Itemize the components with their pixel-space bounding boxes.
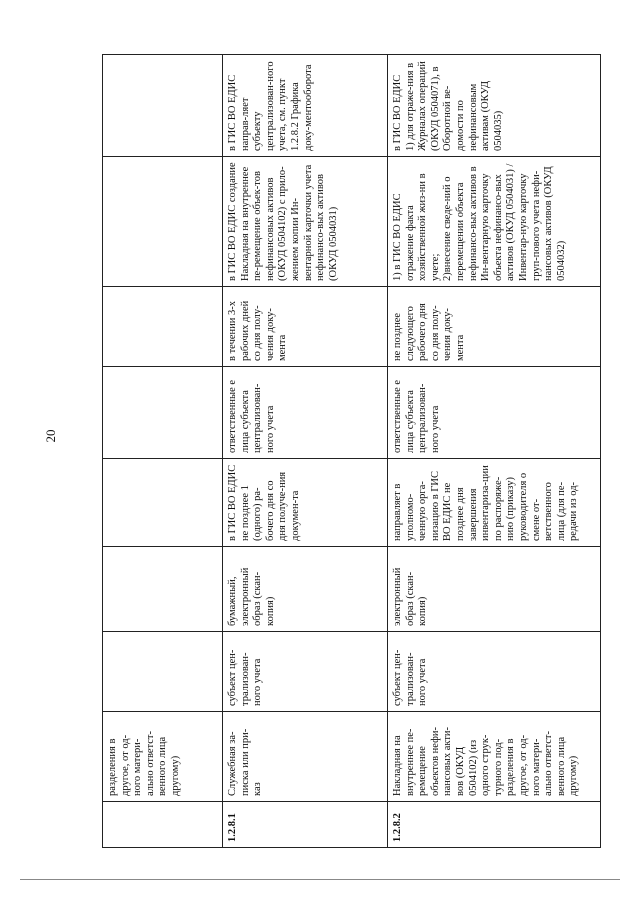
row-number: 1.2.8.1 xyxy=(223,802,388,848)
deadline-transfer-cell: в течении 3-х рабочих дней со дня полу-чения доку-мента xyxy=(223,287,388,367)
actions-cell: 1) в ГИС ВО ЕДИС отражение факта хозяйственной жиз-ни в учете; 2)внесение сведе-ний о перемещении объекта нефинансо-вых активов в Ин-вентарную карточку объекта нефинансо-вых активов (ОКУД 0504031) /Инвентар-ную карточку груп-пового учета нефи-нансовых активов (ОКУД 0504032) xyxy=(388,157,601,287)
signers-cell: ответственные е лица субъекта централизован-ного учета xyxy=(388,367,601,459)
table-row xyxy=(103,55,223,848)
document-name-cell: Служебная за-писка или при-каз xyxy=(223,712,388,802)
signers-cell xyxy=(103,367,223,459)
result-cell: в ГИС ВО ЕДИС направ-ляет субъекту централизован-ного учета, см. пункт 1.2.8.2 Графика доку-ментооборота xyxy=(223,55,388,157)
deadline-create-cell xyxy=(103,459,223,547)
document-name-cell: разделения в другое, от од-ного матери-ально ответст-венного лица другому) xyxy=(103,712,223,802)
format-cell: электронный образ (скан-копия) xyxy=(388,547,601,632)
responsible-creator-cell xyxy=(103,632,223,712)
deadline-transfer-cell: не позднее следующего рабочего дня со дня полу-чения доку-мента xyxy=(388,287,601,367)
signers-cell: ответственные е лица субъекта централизован-ного учета xyxy=(223,367,388,459)
result-cell xyxy=(103,55,223,157)
deadline-create-cell: направляет в уполномо-ченную орга-низацию в ГИС ВО ЕДИС не позднее дня завершения инвентариза-ции по распоряже-нию (приказу) руководителя о смене от-ветственного лица (для пе-редачи из од- xyxy=(388,459,601,547)
deadline-create-cell: в ГИС ВО ЕДИС не позднее 1 (одного) ра-бочего дня со дня получе-ния докумен-та xyxy=(223,459,388,547)
responsible-creator-cell: субъект цен-трализован-ного учета xyxy=(388,632,601,712)
format-cell: бумажный, электронный образ (скан-копия) xyxy=(223,547,388,632)
row-number xyxy=(103,802,223,848)
actions-cell xyxy=(103,157,223,287)
table-row xyxy=(388,55,601,848)
deadline-transfer-cell xyxy=(103,287,223,367)
document-name-cell: Накладная на внутреннее пе-ремещение объектов нефи-нансовых акти-вов (ОКУД 0504102) (из одного струк-турного под-разделения в другое, от од-ного матери-ально ответст-венного лица другому) xyxy=(388,712,601,802)
responsible-creator-cell: субъект цен-трализован-ного учета xyxy=(223,632,388,712)
result-cell: в ГИС ВО ЕДИС 1) для отраже-ния в Журналах операций (ОКУД 0504071), в Оборотной ве-домости по нефинансовым активам (ОКУД 0504035) xyxy=(388,55,601,157)
format-cell xyxy=(103,547,223,632)
table-row xyxy=(223,55,388,848)
page-number: 20 xyxy=(43,429,58,443)
row-number: 1.2.8.2 xyxy=(388,802,601,848)
actions-cell: в ГИС ВО ЕДИС создание Накладная на внутреннее пе-ремещение объек-тов нефинансовых активов (ОКУД 0504102) с прило-жением копии Ин-вентарной карточки учета нефинансо-вых активов (ОКУД 0504031) xyxy=(223,157,388,287)
rotated-table-container xyxy=(102,55,600,848)
document-flow-table xyxy=(102,54,601,848)
bottom-divider xyxy=(20,879,620,880)
